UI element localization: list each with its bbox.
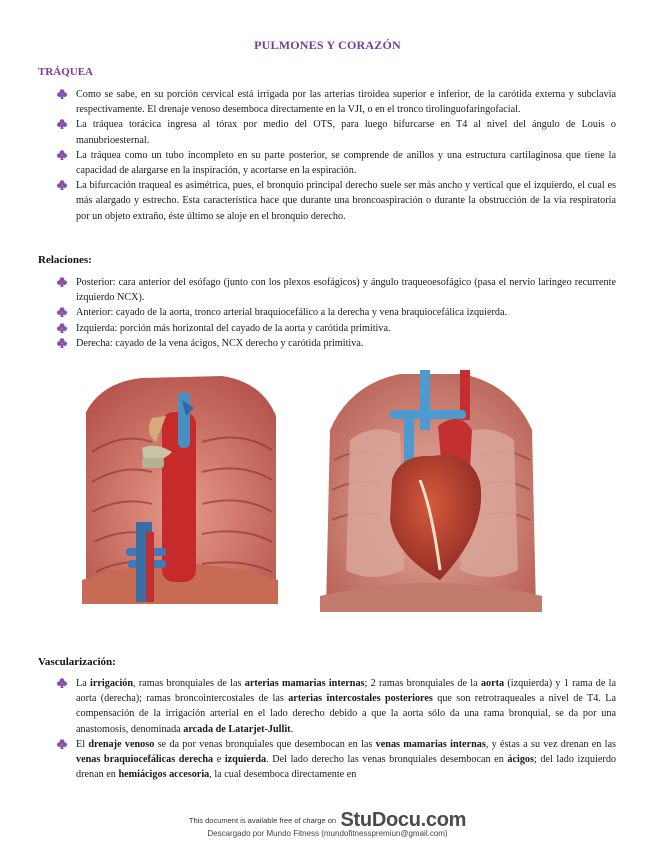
club-bullet-icon [56, 179, 68, 191]
relaciones-list [56, 275, 616, 351]
page-title: PULMONES Y CORAZÓN [254, 38, 401, 52]
club-bullet-icon [56, 276, 68, 288]
club-bullet-icon [56, 677, 68, 689]
list-item [56, 676, 616, 737]
list-item [56, 87, 616, 117]
list-item-text: Izquierda: porción más horizontal del cayado de la aorta y carótida primitiva. [76, 322, 391, 334]
figure-heart-lungs [320, 370, 542, 612]
club-bullet-icon [56, 322, 68, 334]
footer-available-text: This document is available free of charge on [188, 816, 337, 825]
club-bullet-icon [56, 306, 68, 318]
traquea-list [56, 87, 616, 224]
list-item-text: Anterior: cayado de la aorta, tronco arterial braquiocefálico a la derecha y vena braquiocefálica izquierda. [76, 307, 508, 319]
list-item [56, 148, 616, 178]
section-heading-relaciones: Relaciones: [38, 254, 92, 266]
club-bullet-icon [56, 738, 68, 750]
list-item [56, 178, 616, 224]
figure-mediastinum-trachea [82, 372, 278, 604]
list-item-text: La irrigación, ramas bronquiales de las arterias mamarias internas; 2 ramas bronquiales de la aorta (izquierda) y 1 rama de la aorta (derecha); ramas broncointercostales de las arterias intercostales posteriores que son retrotraqueales a nivel de T4. La compensación de la irrigación arterial en el lado derecho debido a que la aorta sólo da una rama bronquial, se da por una anastomosis, denominada arcada de Latarjet-Jullit. [76, 678, 617, 735]
list-item [56, 117, 616, 147]
list-item-text: Posterior: cara anterior del esófago (junto con los plexos esofágicos) y ángulo traqueoesofágico (pasa el nervio laríngeo recurrente izquierdo NCX). [76, 277, 616, 304]
list-item [56, 737, 616, 783]
club-bullet-icon [56, 88, 68, 100]
club-bullet-icon [56, 118, 68, 130]
list-item [56, 275, 616, 305]
section-heading-traquea: TRÁQUEA [38, 66, 94, 78]
downloaded-by-text: Descargado por Mundo Fitness (mundofitnesspremiun@gmail.com) [207, 829, 448, 838]
list-item-text: Como se sabe, en su porción cervical está irrigada por las arterias tiroidea superior e inferior, de la carótida externa y subclavia respectivamente. El drenaje venoso desemboca directamente en la VJI, o en el tronco tirolinguofaringofacial. [76, 89, 616, 116]
club-bullet-icon [56, 337, 68, 349]
list-item-text: La tráquea torácica ingresa al tórax por medio del OTS, para luego bifurcarse en T4 al nivel del ángulo de Louis o manubrioesternal. [76, 119, 616, 146]
section-heading-vascularizacion: Vascularización: [38, 656, 116, 668]
list-item [56, 305, 616, 320]
list-item-text: El drenaje venoso se da por venas bronquiales que desembocan en las venas mamarias internas, y éstas a su vez drenan en las venas braquiocefálicas derecha e izquierda. Del lado derecho las venas bronquiales desembocan en ácigos; del lado izquierdo drenan en hemiácigos accesoria, la cual desemboca directamente en [76, 738, 617, 781]
club-bullet-icon [56, 149, 68, 161]
list-item-text: La tráquea como un tubo incompleto en su parte posterior, se comprende de anillos y una estructura cartilaginosa que tiene la capacidad de alargarse en la inspiración, y acortarse en la espiración. [76, 149, 616, 177]
list-item-text: La bifurcación traqueal es asimétrica, pues, el bronquio principal derecho suele ser más ancho y vertical que el izquierdo, el cual es más alargado y estrecho. Esta característica hace que durante una broncoaspiración o durante la obstrucción de la vía respiratoria por un objeto extraño, éste último se aloje en el bronquio derecho. [76, 180, 616, 222]
studocu-logo[interactable]: StuDocu.com [340, 809, 467, 831]
list-item-text: Derecha: cayado de la vena ácigos, NCX derecho y carótida primitiva. [76, 337, 364, 349]
list-item [56, 336, 616, 351]
vascularizacion-list [56, 676, 616, 782]
list-item [56, 321, 616, 336]
